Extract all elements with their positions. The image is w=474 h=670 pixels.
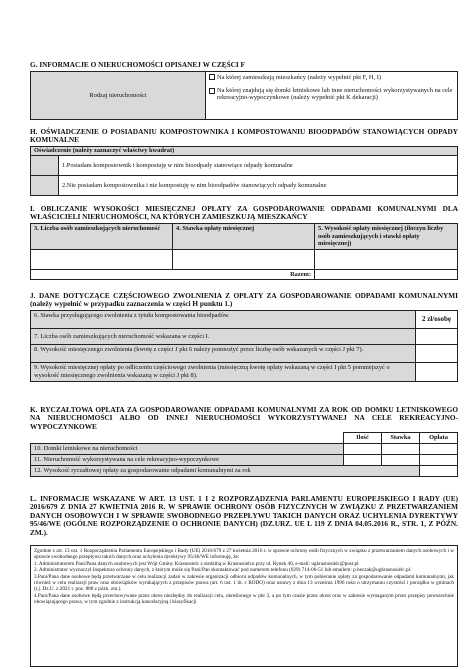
section-k-title: K. RYCZAŁTOWA OPŁATA ZA GOSPODAROWANIE ODPADAMI KOMUNALNYMI ZA ROK OD DOMKU LETNISKOWEGO NA NIERUCHOMOŚCI ALBO OD INNEJ NIERUCHOMOŚCI WYKORZYSTYWANEJ NA CELE REKREACYJNO-WYPOCZYNKOWE xyxy=(30,405,458,431)
col-rate-header: 4. Stawka opłaty miesięcznej xyxy=(173,224,315,250)
property-type-options xyxy=(206,72,458,120)
checkbox[interactable] xyxy=(209,74,215,80)
compost-yes-checkbox-cell[interactable] xyxy=(31,156,59,176)
gdpr-point-2: 2. Administrator wyznaczył Inspektora ochrony danych, z którym może się Pani/Pan skontaktować pod numerem telefonu (029) 714-00-51 lub emailem: p.beczak@ugkrasnosielc.pl. xyxy=(34,567,412,574)
property-fee-input[interactable] xyxy=(420,455,458,466)
section-k-table xyxy=(30,432,458,477)
col-fee-header: Opłata xyxy=(420,433,458,444)
checkbox[interactable] xyxy=(209,88,215,94)
col-persons-header: 3. Liczba osób zamieszkujących nieruchomość xyxy=(31,224,173,250)
fee-input[interactable] xyxy=(315,249,458,269)
compost-yes-option: 1.Posiadam kompostownik i kompostuję w nim bioodpady stanowiące odpady komunalne xyxy=(59,156,458,176)
houses-fee-input[interactable] xyxy=(420,444,458,455)
col-fee-header: 5. Wysokość opłaty miesięcznej (iloczyn liczby osób zamieszkujących i stawki opłaty miesięcznej) xyxy=(315,224,458,250)
section-i-table xyxy=(30,223,458,280)
row-holiday-houses: 10. Domki letniskowe na nieruchomości xyxy=(31,444,344,455)
compost-no-option: 2.Nie posiadam kompostownika i nie kompostuję w nim bioodpadów stanowiących odpady komunalne xyxy=(59,176,458,196)
row-exemption-rate: 6. Stawka przysługującego zwolnienia z tytułu kompostowania bioodpadów. xyxy=(31,311,416,329)
section-h-table xyxy=(30,146,458,196)
row-recreational-property: 11. Nieruchomość wykorzystywana na cele rekreacyjno-wypoczynkowe xyxy=(31,455,344,466)
row-exemption-amount: 8. Wysokość miesięcznego zwolnienia (kwotę z części J pkt 6 należy pomnożyć przez liczbę osób wskazanych w części J pkt 7). xyxy=(31,345,416,363)
row-annual-lump-sum: 12. Wysokość ryczałtowej opłaty za gospodarowanie odpadami komunalnymi za rok xyxy=(31,466,420,477)
section-g-table xyxy=(30,71,458,120)
option-label: Na której znajdują się domki letniskowe lub inne nieruchomości wykorzystywanych na cele rekreacyjno-wypoczynkowe (należy wypełnić pkt K dekaracji) xyxy=(217,86,453,101)
houses-quantity-input[interactable] xyxy=(344,444,382,455)
col-rate-header: Stawka xyxy=(382,433,420,444)
gdpr-point-3: 3.Pani/Pana dane osobowe będą przetwarzane w celu realizacji zadań w zakresie organizacji odbioru odpadów komunalnych, w tym pobieranie opłaty za gospodarowanie odpadami komunalnymi, jak również w celu realizacji praw oraz obowiązków wynikających z przepisów prawa (art. 6 ust. 1 lit. c RODO) oraz ustawy z dnia 13 września 1996 roku o utrzymaniu czystości i porządku w gminach (t.j. Dz.U. z 2021 r. poz. 888 z późn. zm.). xyxy=(34,573,454,593)
gdpr-intro: Zgodnie z art. 13 ust. 1 Rozporządzenia Parlamentu Europejskiego i Rady (UE) 2016/679 z 27 kwietnia 2016 r. w sprawie ochrony osób fizycznych w związku z przetwarzaniem danych osobowych i w sprawie swobodnego przepływu takich danych oraz uchylenia dyrektywy 95/46/WE informuję, że: xyxy=(34,548,454,561)
compost-no-checkbox-cell[interactable] xyxy=(31,176,59,196)
section-i-title: I. OBLICZANIE WYSOKOŚCI MIESIĘCZNEJ OPŁATY ZA GOSPODAROWANIE ODPADAMI KOMUNALNYMI DLA WŁAŚCICIELI NIERUCHOMOŚCI, NA KTÓRYCH ZAMIESZKUJĄ MIESZKAŃCY xyxy=(30,204,458,222)
gdpr-point-4: 4.Pani/Pana dane osobowe będą przechowywane przez okres niezbędny do realizacji celu, określonego w pkt 3, a po tym czasie przez okres oraz w zakresie wymaganym przez przepisy powszechnie obowiązującego prawa, w tym zgodnie z instrukcją kancelaryjną i klasyfikacji xyxy=(34,592,454,605)
option-label: Na której zamieszkują mieszkańcy (należy wypełnić pkt F, H, I) xyxy=(217,74,381,81)
section-l-title: L. INFORMACJE WSKAZANE W ART. 13 UST. 1 I 2 ROZPORZĄDZENIA PARLAMENTU EUROPEJSKIEGO I RADY (UE) 2016/679 Z DNIA 27 KWIETNIA 2016 R. W SPRAWIE OCHRONY OSÓB FIZYCZNYCH W ZWIĄZKU Z PRZETWARZANIEM DANYCH OSOBOWYCH I W SPRAWIE SWOBODNEGO PRZEPŁYWU TAKICH DANYCH ORAZ UCHYLENIA DYREKTYWY 95/46/WE (OGÓLNE ROZPORZĄDZENIE O OCHRONIE DANYCH) (DZ.URZ. UE L 119 Z DNIA 04.05.2016 R., STR. 1, Z PÓŹN. ZM.). xyxy=(30,494,458,537)
section-h-subhead: Oświadczenie (należy zaznaczyć właściwy kwadrat) xyxy=(31,147,458,156)
gdpr-information xyxy=(30,545,458,667)
section-j-title: J. DANE DOTYCZĄCE CZĘŚCIOWEGO ZWOLNIENIA Z OPŁATY ZA GOSPODAROWANIE ODPADAMI KOMUNALNYMI (należy wypełnić w przypadku zaznaczenia w części H punktu 1.) xyxy=(30,291,458,309)
section-g-title: G. INFORMACJE O NIERUCHOMOŚCI OPISANEJ W CZĘŚCI F xyxy=(30,60,246,69)
property-quantity-input[interactable] xyxy=(344,455,382,466)
section-j-table xyxy=(30,310,458,382)
exemption-amount-input[interactable] xyxy=(416,345,458,363)
fee-after-exemption-input[interactable] xyxy=(416,363,458,382)
row-fee-after-exemption: 9. Wysokość miesięcznej opłaty po odliczeniu częściowego zwolnienia (miesięczną kwotę opłaty wskazaną w części I pkt 5 pomniejszyć o wysokość miesięcznego zwolnienia wskazaną w części J pkt 8). xyxy=(31,363,416,382)
property-option-residents[interactable] xyxy=(209,74,454,82)
property-type-label: Rodzaj nieruchomości xyxy=(31,72,206,120)
property-option-holiday[interactable] xyxy=(209,87,454,102)
total-input[interactable] xyxy=(315,269,458,280)
annual-fee-input[interactable] xyxy=(420,466,458,477)
exemption-rate-value: 2 zł/osobę xyxy=(416,311,458,329)
col-quantity-header: Ilość xyxy=(344,433,382,444)
total-label: Razem: xyxy=(173,269,315,280)
row-persons-count: 7. Liczba osób zamieszkujących nieruchomość wskazana w części I. xyxy=(31,329,416,345)
houses-rate-input[interactable] xyxy=(382,444,420,455)
rate-input[interactable] xyxy=(173,249,315,269)
section-h-title: H. OŚWIADCZENIE O POSIADANIU KOMPOSTOWNIKA I KOMPOSTOWANIU BIOODPADÓW STANOWIĄCYCH ODPADY KOMUNALNE xyxy=(30,127,458,145)
empty-header-cell xyxy=(31,433,344,444)
persons-input[interactable] xyxy=(31,249,173,269)
persons-count-input[interactable] xyxy=(416,329,458,345)
gdpr-point-1: 1. Administratorem Pani/Pana danych osobowych jest Wójt Gminy Krasnosielc z siedzibą w Krasnosielcu przy ul. Rynek 40, e-mail: ugkrasnosielc@post.pl xyxy=(34,560,359,567)
property-rate-input[interactable] xyxy=(382,455,420,466)
spacer-cell xyxy=(31,269,173,280)
